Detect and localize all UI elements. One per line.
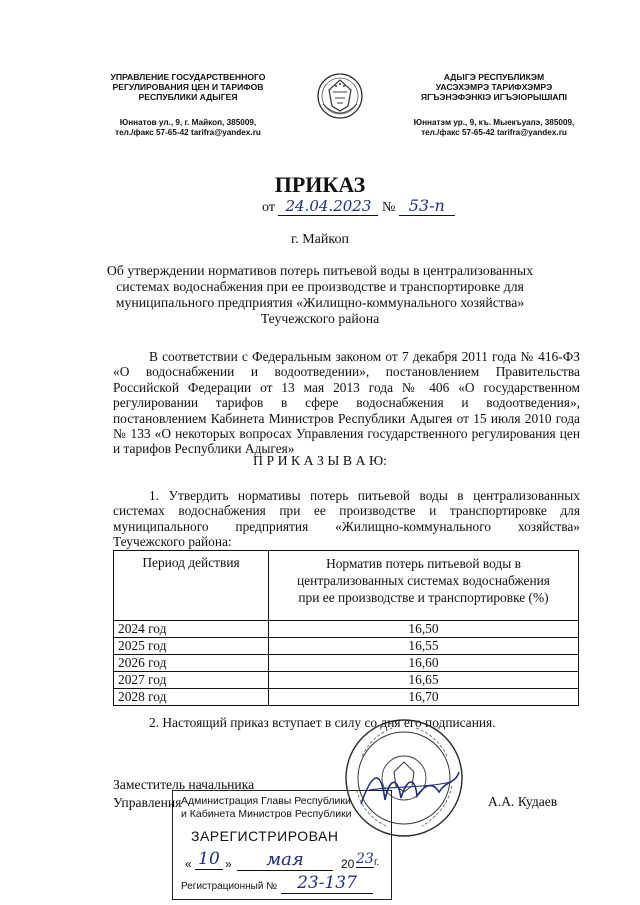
item-2: 2. Настоящий приказ вступает в силу со дня его подписания. [149,715,496,730]
order-date-line [262,196,592,218]
stamp-reg-label: Регистрационный № [181,881,277,892]
item-1: 1. Утвердить нормативы потерь питьевой воды в централизованных системах водоснабжения при ее производстве и транспортировке для муниципального предприятия «Жилищно-коммунального хозяйства» Теучежского района: [113,488,580,550]
number-label: № [381,200,396,215]
stamp-quote-close: » [225,857,232,871]
subject-line-4: Теучежского района [260,311,380,326]
stamp-registered: ЗАРЕГИСТРИРОВАН [191,828,339,844]
header-left-contacts [82,118,294,138]
value-cell: 16,50 [269,621,579,638]
signer-position-line-1: Заместитель начальника [113,777,255,792]
stamp-line-2: и Кабинета Министров Республики [181,808,352,820]
stamp-year-suffix: 23 [356,851,374,867]
subject-line-1: Об утверждении нормативов потерь питьевой воды в централизованных [106,263,534,278]
col2-header [269,551,579,621]
period-cell: 2028 год [114,689,269,706]
header-left [82,72,294,102]
table-row [114,638,579,655]
decree-word: П Р И К А З Ы В А Ю: [253,453,387,468]
stamp-quote-open: « [185,857,192,871]
table-row [114,655,579,672]
stamp-reg-line [181,873,387,895]
stamp-day: 10 [195,849,223,870]
stamp-date-line [181,851,387,873]
header-right [378,72,610,102]
period-cell: 2024 год [114,621,269,638]
value-cell: 16,55 [269,638,579,655]
period-cell: 2025 год [114,638,269,655]
city: г. Майкоп [291,232,349,247]
order-title: ПРИКАЗ [274,172,366,197]
table-row [114,689,579,706]
table-row [114,621,579,638]
col2-header-line-1: Норматив потерь питьевой воды в [326,556,521,571]
stamp-line-1: Администрация Главы Республики [181,795,351,807]
header-left-line-3: РЕСПУБЛИКИ АДЫГЕЯ [138,92,238,102]
coat-of-arms-icon [315,70,365,124]
col1-header-text: Период действия [142,555,240,570]
col1-header [114,551,269,621]
header-right-phone-email: тел./факс 57-65-42 tarifra@yandex.ru [421,128,567,137]
signer-position-line-2: Управления [113,795,182,810]
value-cell: 16,60 [269,655,579,672]
signer-name: А.А. Кудаев [488,794,558,809]
table-header-row [114,551,579,621]
header-right-line-1: АДЫГЭ РЕСПУБЛИКЭМ [443,72,545,82]
header-left-line-2: РЕГУЛИРОВАНИЯ ЦЕН И ТАРИФОВ [112,82,264,92]
stamp-year-prefix: 20 [341,857,355,871]
norms-table [113,550,579,706]
preamble: В соответствии с Федеральным законом от 7 декабря 2011 года № 416-ФЗ «О водоснабжении и водоотведении», постановлением Правительства Российской Федерации от 13 мая 2013 года № 406 «О государственном регулировании тарифов в сфере водоснабжения и водоотведения», постановлением Кабинета Министров Республики Адыгея от 15 июля 2010 года № 133 «О некоторых вопросах Управления государственного регулирования цен и тарифов Республики Адыгея» [113,349,580,457]
period-cell: 2027 год [114,672,269,689]
order-number-handwritten: 53-п [399,196,455,216]
stamp-month: мая [237,849,333,871]
header-right-line-2: УАСЭХЭМРЭ ТАРИФХЭМРЭ [435,82,553,92]
registration-stamp [172,790,392,900]
value-cell: 16,70 [269,689,579,706]
col2-header-line-2: централизованных системах водоснабжения [297,573,550,588]
period-cell: 2026 год [114,655,269,672]
order-date-handwritten: 24.04.2023 [278,197,378,216]
subject-line-2: системах водоснабжения при ее производстве и транспортировке для [116,279,524,294]
header-left-phone-email: тел./факс 57-65-42 tarifra@yandex.ru [115,128,261,137]
header-right-address: Юннатэм ур., 9, къ. Мыекъуапэ, 385009, [413,118,575,127]
header-left-line-1: УПРАВЛЕНИЕ ГОСУДАРСТВЕННОГО [110,72,266,82]
order-subject [100,263,540,327]
subject-line-3: муниципального предприятия «Жилищно-коммунального хозяйства» [115,295,525,310]
header-right-line-3: ЯГЪЭНЭФЭНКIЭ ИГЪЭIОРЫШIАПI [420,92,568,102]
value-cell: 16,65 [269,672,579,689]
from-label: от [262,200,275,215]
header-right-contacts [378,118,610,138]
stamp-reg-number: 23-137 [281,873,373,894]
stamp-year-g: г. [374,857,380,868]
col2-header-line-3: при ее производстве и транспортировке (%) [298,590,549,605]
header-left-address: Юннатов ул., 9, г. Майкоп, 385009, [119,118,257,127]
table-row [114,672,579,689]
